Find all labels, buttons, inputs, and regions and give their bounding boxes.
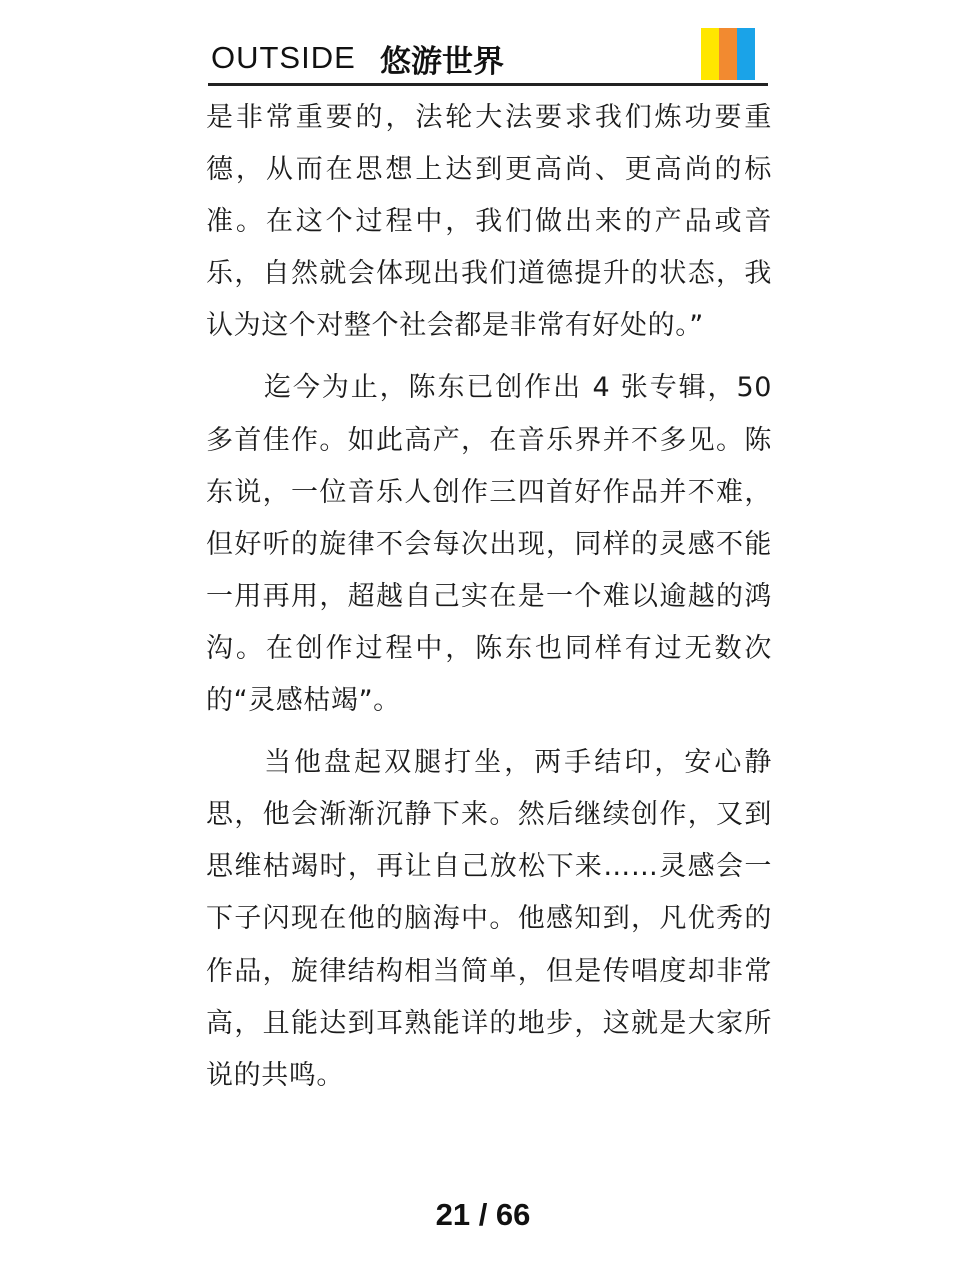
- stripe-orange: [719, 28, 737, 80]
- brand-title: OUTSIDE: [211, 40, 356, 75]
- brand-color-stripes: [701, 28, 755, 80]
- paragraph: 当他盘起双腿打坐，两手结印，安心静思，他会渐渐沉静下来。然后继续创作，又到思维枯竭时，再让自己放松下来……灵感会一下子闪现在他的脑海中。他感知到，凡优秀的作品，旋律结构相当简单，但是传唱度却非常高，且能达到耳熟能详的地步，这就是大家所说的共鸣。: [206, 747, 772, 1091]
- stripe-blue: [737, 28, 755, 80]
- page-number: 21 / 66: [435, 1197, 531, 1232]
- header-divider: [208, 83, 768, 86]
- paragraph-continued: 是非常重要的，法轮大法要求我们炼功要重德，从而在思想上达到更高尚、更高尚的标准。在这个过程中，我们做出来的产品或音乐，自然就会体现出我们道德提升的状态，我认为这个对整个社会都是非常有好处的。”: [206, 102, 772, 342]
- article-body: [206, 92, 772, 1102]
- page-header: [208, 26, 768, 88]
- stripe-yellow: [701, 28, 719, 80]
- brand-subtitle: 悠游世界: [380, 44, 504, 80]
- paragraph: 迄今为止，陈东已创作出 4 张专辑，50 多首佳作。如此高产，在音乐界并不多见。陈东说，一位音乐人创作三四首好作品并不难，但好听的旋律不会每次出现，同样的灵感不能一用再用，超越自己实在是一个难以逾越的鸿沟。在创作过程中，陈东也同样有过无数次的“灵感枯竭”。: [206, 372, 772, 717]
